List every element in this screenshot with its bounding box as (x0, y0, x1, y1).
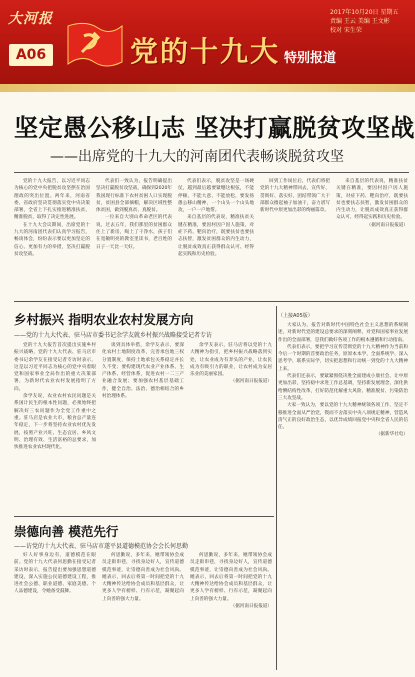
virtue-column-3 (190, 552, 272, 670)
sidebar-source: （据新华社电） (375, 432, 408, 438)
lead-paragraph: 在十九大会议期间，出席党的十九大的河南团代表们认真学习报告，畅谈体会，纷纷表示要以更加坚定的信心、更加有力的举措，坚决打赢脱贫攻坚战。 (14, 222, 90, 257)
virtue-paragraph: 好人好事身边有，道德模范在眼前。党的十九大代表何思勤在接受记者采访时表示，报告提出要加强思想道德建设，深入实施公民道德建设工程，推进社会公德、职业道德、家庭美德、个人品德建设，令她备受鼓舞。 (14, 553, 96, 595)
virtue-column-2 (102, 552, 184, 670)
party-flag-icon (66, 18, 124, 74)
lead-paragraph: 代表们表示，脱贫攻坚是一场硬仗，越到最后越要紧绷这根弦，不能停顿、不能大意、不能放松，要发扬愚公移山精神，一个山头一个山头地攻，一户一户地帮。 (178, 179, 254, 214)
special-report-tag: 特别报道 (284, 51, 337, 66)
virtue-paragraph: 何思勤说，多年来，她带领协会成员走街串巷，寻找身边好人，宣传道德模范事迹，让崇德向善成为社会风尚。她表示，回去后将第一时间把党的十九大精神传达给协会成员和基层群众，让更多人学有榜样、行有示范，凝聚起向上向善的强大力量。 (102, 553, 184, 602)
lead-paragraph: 代表们一致认为，报告明确提出坚决打赢脱贫攻坚战，确保到2020年我国现行标准下农村贫困人口实现脱贫，贫困县全部摘帽，解决区域性整体贫困，做到脱真贫、真脱贫。 (96, 179, 172, 214)
virtue-paragraph: 何思勤说，多年来，她带领协会成员走街串巷，寻找身边好人，宣传道德模范事迹，让崇德向善成为社会风尚。她表示，回去后将第一时间把党的十九大精神传达给协会成员和基层群众，让更多人学有榜样、行有示范，凝聚起向上向善的强大力量。 (190, 553, 272, 602)
divider (14, 301, 409, 302)
rural-paragraph: 谈到具体举措，余学友表示，要深化农村土地制度改革，完善承包地三权分置制度，保持土地承包关系稳定并长久不变；要构建现代农业产业体系、生产体系、经营体系，促进农村一二三产业融合发展；要加强农村基层基础工作，健全自治、法治、德治相结合的乡村治理体系。 (102, 343, 184, 400)
dateline (330, 8, 410, 48)
rural-source: （据河南日报报道） (230, 379, 272, 385)
rural-paragraph: 余学友表示，驻马店将以党的十九大精神为指引，把乡村振兴战略落到实处，让农业成为有奔头的产业，让农民成为有吸引力的职业，让农村成为安居乐业的美丽家园。 (190, 343, 272, 378)
rural-paragraph: 党的十九大报告首次提出实施乡村振兴战略，党的十九大代表、驻马店市委书记余学友在接受记者专访时表示，这是以习近平同志为核心的党中央着眼党和国家事业全局作出的重大决策部署，为新时代农业农村发展指明了方向。 (14, 343, 96, 392)
page-number-badge: A06 (9, 44, 53, 66)
virtue-subtitle: ——访党的十九大代表、驻马店市遂平县道德模范协会会长何思勤 (14, 543, 189, 550)
divider (14, 516, 274, 517)
lead-column-3 (178, 178, 254, 296)
sidebar-paragraph: 大家一致认为，要以党的十九大精神统领各项工作，坚定不移推进全面从严治党，锲而不舍落实中央八项规定精神，营造风清气正的良好政治生态，以优异成绩回报党中央和全省人民的信任。 (278, 403, 408, 431)
lead-paragraph: 党的十九大报告，以习近平同志为核心的党中央把脱贫攻坚摆在治国理政的突出位置。两年来，河南省委、省政府坚决贯彻落实党中央决策部署，全省上下扎实推进精准扶贫、精准脱贫，取得了决定性进展。 (14, 179, 90, 221)
lead-source: （据河南日报报道） (366, 222, 408, 228)
lead-column-1 (14, 178, 90, 296)
paper-name: 大河报 (8, 11, 53, 27)
dateline-editors: 责编 王云 美编 王文彬 (330, 18, 390, 25)
sidebar-paragraph: 代表们还表示，要紧紧围绕决胜全面建成小康社会、让中原更加出彩，坚持稳中求进工作总基调，坚持新发展理念，深化供给侧结构性改革，打好防范化解重大风险、精准脱贫、污染防治三大攻坚战。 (278, 374, 408, 401)
rural-column-2 (102, 342, 184, 510)
column-divider (276, 306, 277, 670)
lead-subhead: ——出席党的十九大的河南团代表畅谈脱贫攻坚 (50, 149, 344, 165)
lead-paragraph: 回到工作岗位后，代表们将把党的十九大精神带回去，宣传好、贯彻好、落实好，团结带领广大干部群众撸起袖子加油干，奋力谱写新时代中原更加出彩的绚丽篇章。 (260, 179, 330, 214)
virtue-source: （据河南日报报道） (230, 604, 272, 610)
continued-story-text (278, 322, 408, 664)
rural-subtitle: ——党的十九大代表、驻马店市委书记余学友就乡村振兴战略接受记者专访 (14, 332, 213, 339)
dateline-date: 2017年10月20日 星期五 (330, 9, 399, 16)
masthead-banner (0, 0, 415, 92)
rural-column-1 (14, 342, 96, 510)
virtue-column-1 (14, 552, 96, 670)
continued-story (278, 308, 408, 668)
rural-column-3 (190, 342, 272, 510)
lead-column-2 (96, 178, 172, 296)
jump-label: （上接A05版） (278, 313, 313, 319)
banner-gold-strip (0, 84, 415, 92)
lead-paragraph: 来自基层的代表说，精准扶贫关键在精准，要因村因户因人施策，对症下药、靶向治疗，既要扶贫也要扶志扶智，激发贫困群众的内生动力，让脱贫成效真正获得群众认可、经得起实践和历史检验。 (336, 179, 408, 221)
divider (14, 172, 409, 173)
special-report-title: 党的十九大 (130, 35, 281, 68)
dateline-proofreader: 校对 宋生荣 (330, 27, 362, 34)
sidebar-paragraph: 代表们表示，要把学习宣传贯彻党的十九大精神作为当前和今后一个时期的首要政治任务，原原本本学、全面系统学、深入思考学、联系实际学，切实把思想和行动统一到党的十九大精神上来。 (278, 344, 408, 372)
lead-paragraph: 一位来自大别山革命老区的代表说，过去五年，我们那里的贫困群众住上了新房，喝上了干净水，孩子们在宽敞明亮的教室里读书，老百姓的日子一天比一天好。 (96, 215, 172, 250)
lead-column-5 (336, 178, 408, 296)
lead-paragraph: 来自基层的代表说，精准扶贫关键在精准，要因村因户因人施策，对症下药、靶向治疗，既要扶贫也要扶志扶智，激发贫困群众的内生动力，让脱贫成效真正获得群众认可、经得起实践和历史检验。 (178, 215, 254, 257)
sidebar-paragraph: 大家认为，报告对新时代中国特色社会主义思想的系统阐述，对新时代党的建设总要求的深刻阐释，对党和国家事业发展作出的全面部署，是我们做好各项工作的根本遵循和行动指南。 (278, 323, 408, 343)
rural-paragraph: 余学友说，农业农村农民问题是关系国计民生的根本性问题，必须始终把解决好三农问题作为全党工作重中之重。驻马店是农业大市，粮食总产量连年稳定，下一步将坚持农业农村优先发展，按照产业兴旺、生态宜居、乡风文明、治理有效、生活富裕的总要求，加快推进农业农村现代化。 (14, 394, 96, 451)
rural-headline: 乡村振兴 指明农业农村发展方向 (14, 312, 194, 327)
lead-headline: 坚定愚公移山志 坚决打赢脱贫攻坚战 (14, 114, 415, 142)
lead-column-4 (260, 178, 330, 296)
virtue-headline: 崇德向善 模范先行 (14, 524, 119, 539)
